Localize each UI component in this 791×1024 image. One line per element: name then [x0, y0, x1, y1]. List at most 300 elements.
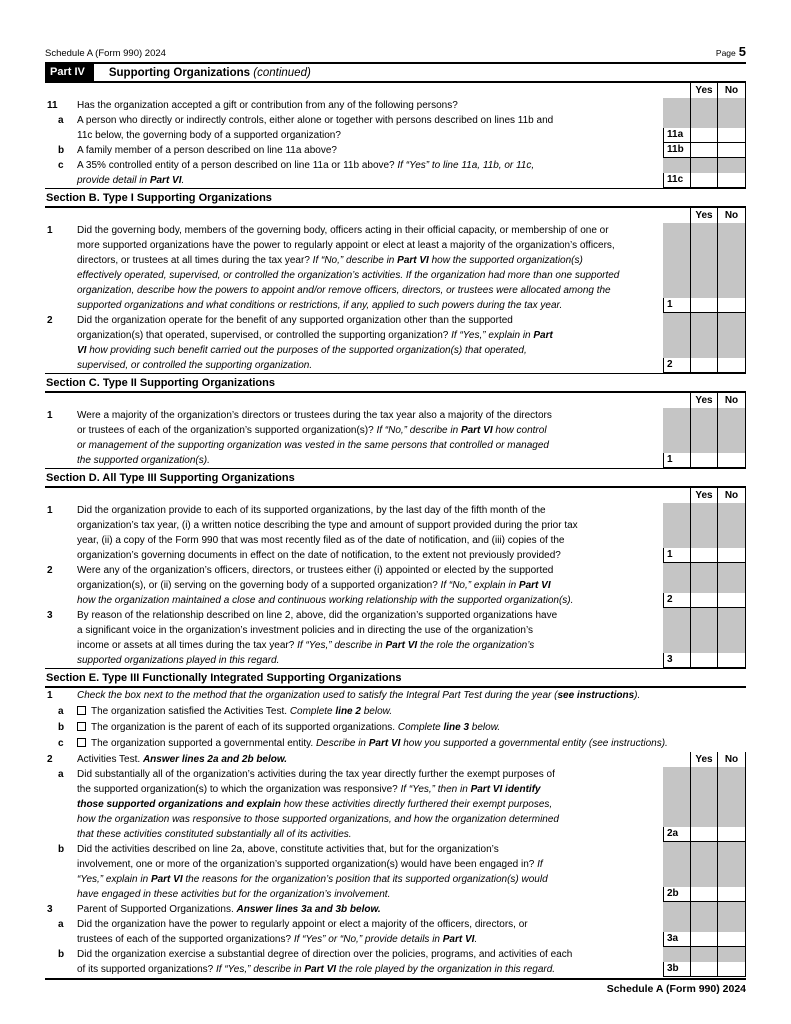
row-c1: [45, 408, 746, 468]
row-text: [45, 503, 663, 563]
question-line: [45, 453, 663, 468]
line-number: a: [58, 115, 64, 126]
text-segment: The organization supported a governmental entity.: [91, 738, 316, 749]
text-segment: Part VI: [460, 425, 493, 436]
text-segment: effectively operated, supervised, or controlled the organization’s activities. If the organization had more than one supported: [77, 270, 620, 281]
question-line: [45, 113, 663, 128]
text-segment: Part VI: [149, 175, 182, 186]
no-cell-2a[interactable]: [717, 827, 746, 841]
shaded-cell: [690, 408, 717, 453]
line-ref-label: 11a: [663, 128, 690, 142]
part-header-bar: [45, 62, 746, 83]
question-line: [45, 143, 663, 158]
text-segment: The organization satisfied the Activities Test.: [91, 706, 290, 717]
answer-grid: [663, 767, 746, 842]
row-11b: [45, 143, 746, 158]
text-segment: how the organization was responsive to those supported organizations, and how the organization determined: [77, 814, 559, 825]
question-line: [45, 503, 663, 518]
text-segment: Complete: [397, 722, 444, 733]
shaded-cell: [690, 917, 717, 932]
yes-cell-2[interactable]: [690, 593, 717, 607]
text-segment: If “Yes,” describe in: [297, 640, 386, 651]
yesno-header: [663, 488, 746, 503]
line-ref-label: 11c: [663, 173, 690, 187]
answer-grid: [663, 608, 746, 668]
text-segment: If: [537, 859, 543, 870]
no-cell-3a[interactable]: [717, 932, 746, 946]
section-title: Section E. Type III Functionally Integrated Supporting Organizations: [45, 668, 746, 688]
text-segment: directors, or trustees at all times during the tax year?: [77, 255, 313, 266]
answer-row-2: [663, 358, 746, 373]
shaded-cell: [663, 223, 690, 298]
no-column-header: No: [717, 83, 746, 98]
text-segment: If “Yes” to line 11a, 11b, or 11c,: [397, 160, 535, 171]
line-number: a: [58, 769, 64, 780]
question-line: [45, 917, 663, 932]
text-segment: Did the organization have the power to regularly appoint or elect a majority of the officers, directors, or: [77, 919, 528, 930]
text-segment: Activities Test.: [77, 754, 143, 765]
answer-row-1: [663, 298, 746, 313]
question-line: [45, 358, 663, 373]
answer-grid: [663, 563, 746, 608]
question-line: [45, 608, 663, 623]
yes-column-header: Yes: [690, 83, 717, 98]
no-cell-11c[interactable]: [717, 173, 746, 187]
row-e1a: [45, 704, 746, 720]
yes-cell-2b[interactable]: [690, 887, 717, 901]
shaded-cell: [690, 98, 717, 113]
question-line: [45, 720, 746, 736]
yes-cell-1[interactable]: [690, 453, 717, 467]
row-text: [45, 158, 663, 188]
page-footer: Schedule A (Form 990) 2024: [606, 983, 746, 995]
text-segment: year, (ii) a copy of the Form 990 that was most recently filed as of the date of notification, and (iii) copies of the: [77, 535, 565, 546]
shaded-block: [663, 563, 746, 593]
question-line: [45, 767, 663, 782]
yes-column-header: Yes: [690, 393, 717, 408]
no-cell-1[interactable]: [717, 453, 746, 467]
yesno-grid: [663, 83, 746, 98]
answer-grid: [663, 902, 746, 917]
shaded-cell: [690, 842, 717, 887]
question-line: [45, 343, 663, 358]
question-line: [45, 593, 663, 608]
line-number: 2: [47, 565, 53, 576]
question-line: [45, 238, 663, 253]
yes-cell-11a[interactable]: [690, 128, 717, 142]
text-segment: Part VI identify: [470, 784, 541, 795]
text-segment: have engaged in these activities but for the organization’s involvement.: [77, 889, 391, 900]
row-e2: [45, 752, 746, 767]
text-segment: Part VI: [385, 640, 418, 651]
answer-row-1: [663, 548, 746, 563]
shaded-cell: [690, 503, 717, 548]
row-e2b: [45, 842, 746, 902]
header-spacer: [663, 752, 690, 767]
no-column-header: No: [717, 752, 746, 767]
text-segment: how the supported organization(s): [428, 255, 583, 266]
yes-cell-2a[interactable]: [690, 827, 717, 841]
shaded-cell: [663, 767, 690, 827]
no-cell-3b[interactable]: [717, 962, 746, 976]
no-cell-11a[interactable]: [717, 128, 746, 142]
text-segment: The organization is the parent of each of its supported organizations.: [91, 722, 398, 733]
shaded-cell: [663, 902, 690, 917]
line-number: b: [58, 722, 65, 733]
text-segment: organization(s) that operated, supervised, or controlled the supporting organization?: [77, 330, 452, 341]
text-segment: Part VI: [150, 874, 183, 885]
no-cell-1[interactable]: [717, 298, 746, 312]
shaded-cell: [690, 563, 717, 593]
row-e3b: [45, 947, 746, 977]
text-segment: organization’s governing documents in effect on the date of notification, to the extent not previously provided?: [77, 550, 561, 561]
text-segment: a significant voice in the organization’s investment policies and in directing the use of the organization’s: [77, 625, 534, 636]
answer-row-11a: [663, 128, 746, 143]
text-segment: Did substantially all of the organization’s activities during the tax year directly further the exempt purposes of: [77, 769, 555, 780]
row-d3: [45, 608, 746, 668]
row-text: [45, 208, 663, 223]
shaded-cell: [717, 223, 746, 298]
shaded-cell: [663, 98, 690, 113]
part-title-text: Supporting Organizations: [108, 66, 251, 79]
shaded-cell: [663, 408, 690, 453]
text-segment: If “No,” explain in: [440, 580, 519, 591]
line-ref-label: 3b: [663, 962, 690, 976]
text-segment: Has the organization accepted a gift or contribution from any of the following persons?: [77, 100, 458, 111]
text-segment: the role played by the organization in this regard.: [336, 964, 556, 975]
text-segment: line 2: [335, 706, 361, 717]
line-ref-label: 1: [663, 298, 690, 312]
part-title-suffix: (continued): [253, 66, 311, 79]
shaded-cell: [717, 98, 746, 113]
row-text: [45, 223, 663, 313]
question-line: [45, 962, 663, 977]
answer-row-3b: [663, 962, 746, 977]
page-label: Page: [715, 48, 736, 58]
shaded-cell: [717, 313, 746, 358]
line-number: 3: [47, 904, 53, 915]
no-cell-2[interactable]: [717, 358, 746, 372]
text-segment: “Yes,” explain in: [77, 874, 151, 885]
line-number: c: [58, 738, 64, 749]
text-segment: VI: [77, 345, 87, 356]
no-cell-1[interactable]: [717, 548, 746, 562]
row-d2: [45, 563, 746, 608]
question-line: [45, 653, 663, 668]
no-column-header: No: [717, 488, 746, 503]
question-line: [45, 752, 663, 767]
yesno-header: [663, 208, 746, 223]
answer-grid: [663, 842, 746, 902]
shaded-block: [663, 503, 746, 548]
shaded-block: [663, 947, 746, 962]
shaded-block: [663, 223, 746, 298]
row-text: [45, 608, 663, 668]
text-segment: the supported organization(s) to which the organization was responsive?: [77, 784, 401, 795]
shaded-cell: [690, 223, 717, 298]
shaded-block: [663, 408, 746, 453]
question-line: [45, 328, 663, 343]
question-line: [45, 173, 663, 188]
text-segment: the role the organization’s: [417, 640, 535, 651]
shaded-block: [663, 608, 746, 653]
text-segment: how control: [492, 425, 547, 436]
text-segment: If “No,” describe in: [312, 255, 398, 266]
yesno-header: [663, 393, 746, 408]
page-number: [716, 44, 746, 59]
row-text: [45, 842, 663, 902]
row-11: [45, 98, 746, 113]
answer-grid: [663, 917, 746, 947]
no-cell-11b[interactable]: [717, 143, 746, 157]
row-text: [45, 113, 663, 143]
text-segment: Part: [533, 330, 553, 341]
line-ref-label: 11b: [663, 143, 690, 157]
text-segment: Did the governing body, members of the governing body, officers acting in their official capacity, or membership of one or: [77, 225, 609, 236]
text-segment: how the organization maintained a close and continuous working relationship with the supported organization(s).: [77, 595, 574, 606]
line-number: 2: [47, 754, 53, 765]
yes-cell-3[interactable]: [690, 653, 717, 667]
text-segment: Did the organization operate for the benefit of any supported organization other than the supported: [77, 315, 513, 326]
line-number: 1: [47, 410, 53, 421]
line-number: 2: [47, 315, 53, 326]
yesno-header: [663, 83, 746, 98]
question-line: [45, 408, 663, 423]
line-number: a: [58, 706, 64, 717]
row-e1: [45, 688, 746, 704]
text-segment: .: [181, 175, 185, 186]
question-line: [45, 902, 663, 917]
question-line: [45, 857, 663, 872]
row-secb-yesno: [45, 208, 746, 223]
row-text: [45, 704, 746, 720]
text-segment: If “Yes,” explain in: [451, 330, 534, 341]
text-segment: Answer lines 3a and 3b below.: [236, 904, 381, 915]
text-segment: or management of the supporting organization was vested in the same persons that controlled or managed: [77, 440, 549, 451]
text-segment: more supported organizations have the power to regularly appoint or elect at least a majority of the organization’s officers,: [77, 240, 615, 251]
answer-row-2b: [663, 887, 746, 902]
row-e2a: [45, 767, 746, 842]
header-spacer: [663, 83, 690, 98]
yesno-header: [663, 752, 746, 767]
text-segment: .: [474, 934, 478, 945]
question-line: [45, 223, 663, 238]
section-title: Section C. Type II Supporting Organizations: [45, 373, 746, 393]
row-11c: [45, 158, 746, 188]
question-line: [45, 688, 746, 704]
question-line: [45, 283, 663, 298]
text-segment: A person who directly or indirectly controls, either alone or together with persons described on lines 11b and: [77, 115, 554, 126]
question-line: [45, 423, 663, 438]
yesno-grid: [663, 752, 746, 767]
shaded-block: [663, 842, 746, 887]
checkbox-e1a[interactable]: [77, 706, 86, 715]
shaded-cell: [663, 842, 690, 887]
answer-row-3: [663, 653, 746, 668]
text-segment: below.: [469, 722, 501, 733]
shaded-cell: [717, 902, 746, 917]
page-number-value: 5: [738, 44, 746, 59]
shaded-cell: [717, 917, 746, 932]
yesno-grid: [663, 488, 746, 503]
yesno-grid: [663, 208, 746, 223]
question-line: [45, 947, 663, 962]
shaded-block: [663, 98, 746, 113]
text-segment: Part VI: [304, 964, 337, 975]
header-spacer: [663, 208, 690, 223]
line-ref-label: 1: [663, 453, 690, 467]
text-segment: If “No,” describe in: [376, 425, 461, 436]
line-ref-label: 3a: [663, 932, 690, 946]
question-line: [45, 827, 663, 842]
checkbox-e1c[interactable]: [77, 738, 86, 747]
yes-cell-1[interactable]: [690, 548, 717, 562]
text-segment: those supported organizations and explain: [77, 799, 284, 810]
text-segment: Did the organization exercise a substantial degree of direction over the policies, programs, and activities of each: [77, 949, 573, 960]
question-line: [45, 842, 663, 857]
checkbox-e1b[interactable]: [77, 722, 86, 731]
line-number: b: [58, 145, 65, 156]
shaded-cell: [717, 503, 746, 548]
text-segment: involvement, one or more of the organization’s supported organization(s) would have been engaged in?: [77, 859, 538, 870]
shaded-block: [663, 767, 746, 827]
shaded-cell: [690, 113, 717, 128]
text-segment: Part VI: [442, 934, 475, 945]
text-segment: A 35% controlled entity of a person described on line 11a or 11b above?: [77, 160, 398, 171]
line-number: 1: [47, 505, 53, 516]
page-header: [45, 44, 746, 62]
part-title: [109, 67, 311, 79]
text-segment: If “Yes” or “No,” provide details in: [293, 934, 443, 945]
question-line: [45, 704, 746, 720]
row-text: [45, 720, 746, 736]
no-cell-3[interactable]: [717, 653, 746, 667]
shaded-cell: [717, 947, 746, 962]
row-text: [45, 736, 746, 752]
row-e1c: [45, 736, 746, 752]
row-b2: [45, 313, 746, 373]
answer-grid: [663, 313, 746, 373]
shaded-cell: [663, 503, 690, 548]
text-segment: A family member of a person described on line 11a above?: [77, 145, 337, 156]
text-segment: Parent of Supported Organizations.: [77, 904, 237, 915]
row-text: [45, 563, 663, 608]
row-d1: [45, 503, 746, 563]
section-b: [45, 188, 746, 373]
yes-cell-3a[interactable]: [690, 932, 717, 946]
text-segment: Complete: [289, 706, 336, 717]
form-body: [45, 83, 746, 977]
text-segment: see instructions: [557, 690, 635, 701]
header-spacer: [663, 393, 690, 408]
question-line: [45, 872, 663, 887]
form-id-text: Schedule A (Form 990) 2024: [45, 48, 166, 59]
text-segment: If “Yes,” then in: [400, 784, 471, 795]
text-segment: 11c below, the governing body of a supported organization?: [77, 130, 341, 141]
text-segment: the supported organization(s).: [77, 455, 210, 466]
no-column-header: No: [717, 393, 746, 408]
shaded-cell: [663, 158, 690, 173]
text-segment: Did the organization provide to each of its supported organizations, by the last day of the fifth month of the: [77, 505, 546, 516]
answer-grid: [663, 503, 746, 563]
text-segment: provide detail in: [77, 175, 150, 186]
text-segment: how providing such benefit carried out the purposes of the supported organization(s) that operated,: [86, 345, 527, 356]
yes-cell-11c[interactable]: [690, 173, 717, 187]
shaded-cell: [690, 947, 717, 962]
part-label-box: Part IV: [45, 64, 94, 81]
row-text: [45, 143, 663, 158]
text-segment: By reason of the relationship described on line 2, above, did the organization’s supported organizations have: [77, 610, 558, 621]
text-segment: Were any of the organization’s officers, directors, or trustees either (i) appointed or elected by the supported: [77, 565, 554, 576]
shaded-cell: [690, 313, 717, 358]
row-b1: [45, 223, 746, 313]
question-line: [45, 563, 663, 578]
yes-cell-2[interactable]: [690, 358, 717, 372]
text-segment: Part VI: [518, 580, 551, 591]
yes-cell-3b[interactable]: [690, 962, 717, 976]
text-segment: Part VI: [397, 255, 429, 266]
text-segment: Check the box next to the method that the organization used to satisfy the Integral Part Test during the year (: [77, 690, 558, 701]
answer-row-2a: [663, 827, 746, 842]
shaded-cell: [717, 158, 746, 173]
question-line: [45, 548, 663, 563]
question-line: [45, 782, 663, 797]
answer-grid: [663, 408, 746, 468]
question-line: [45, 533, 663, 548]
shaded-block: [663, 313, 746, 358]
question-line: [45, 128, 663, 143]
answer-grid: [663, 113, 746, 143]
question-line: [45, 887, 663, 902]
row-text: [45, 98, 663, 113]
yesno-grid: [663, 393, 746, 408]
answer-grid: [663, 143, 746, 158]
text-segment: Were a majority of the organization’s directors or trustees during the tax year also a majority of the directors: [77, 410, 552, 421]
text-segment: of its supported organizations?: [77, 964, 216, 975]
shaded-block: [663, 113, 746, 128]
line-number: 1: [47, 690, 53, 701]
answer-grid: [663, 947, 746, 977]
yes-column-header: Yes: [690, 752, 717, 767]
section-e: [45, 668, 746, 977]
yes-cell-1[interactable]: [690, 298, 717, 312]
line-ref-label: 2: [663, 593, 690, 607]
shaded-cell: [717, 842, 746, 887]
header-spacer: [663, 488, 690, 503]
shaded-block: [663, 902, 746, 917]
text-segment: trustees of each of the supported organizations?: [77, 934, 294, 945]
text-segment: how these activities directly furthered their exempt purposes,: [283, 799, 553, 810]
row-text: [45, 408, 663, 468]
row-text: [45, 313, 663, 373]
no-cell-2b[interactable]: [717, 887, 746, 901]
question-line: [45, 438, 663, 453]
part-iv-continued: [45, 83, 746, 188]
row-text: [45, 767, 663, 842]
shaded-cell: [717, 563, 746, 593]
yes-cell-11b[interactable]: [690, 143, 717, 157]
shaded-cell: [663, 113, 690, 128]
question-line: [45, 518, 663, 533]
text-segment: Describe in: [315, 738, 369, 749]
question-line: [45, 623, 663, 638]
section-title: Section D. All Type III Supporting Organizations: [45, 468, 746, 488]
row-text: [45, 393, 663, 408]
no-cell-2[interactable]: [717, 593, 746, 607]
row-text: [45, 752, 663, 767]
question-line: [45, 638, 663, 653]
shaded-cell: [717, 408, 746, 453]
